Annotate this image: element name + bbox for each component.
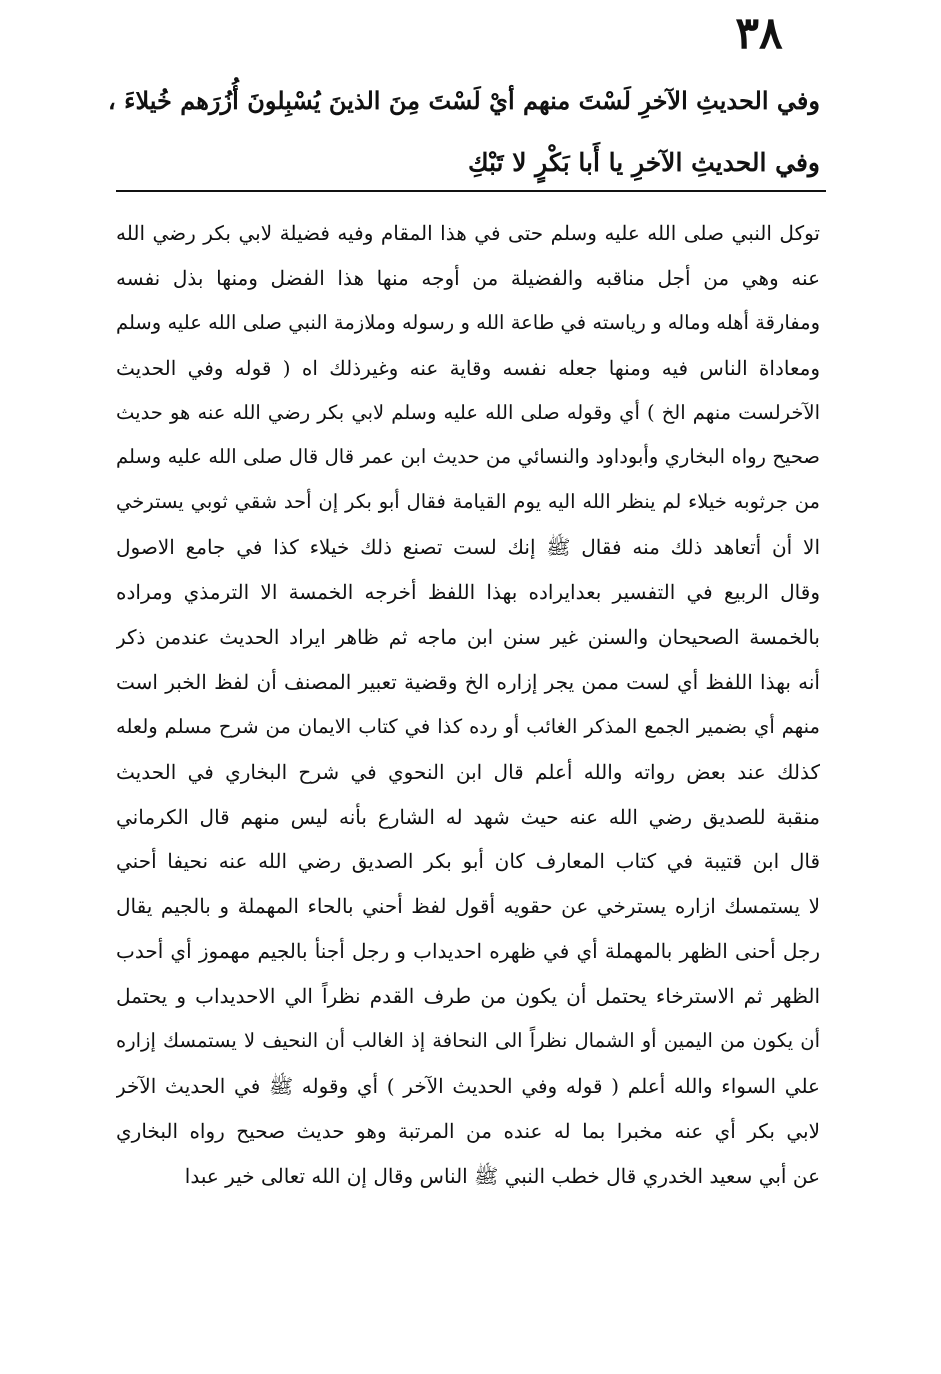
commentary-line: توكل النبي صلى الله عليه وسلم حتى في هذا المقام وفيه فضيلة لابي بكر رضي الله xyxy=(116,221,820,245)
commentary-line: الا أن أتعاهد ذلك منه فقال ﷺ إنك لست تصنع ذلك خيلاء كذا في جامع الاصول xyxy=(116,535,820,560)
commentary-block xyxy=(116,211,820,1199)
commentary-line: أنه بهذا اللفظ أي لست ممن يجر إزاره الخ وقضية تعبير المصنف أن لفظ الخبر است xyxy=(116,669,820,694)
commentary-line: كذلك عند بعض رواته والله أعلم قال ابن النحوي في شرح البخاري في الحديث xyxy=(116,759,820,784)
commentary-line: الآخرلست منهم الخ ) أي وقوله صلى الله عليه وسلم لابي بكر رضي الله عنه هو حديث xyxy=(116,400,820,424)
commentary-line: منهم أي بضمير الجمع المذكر الغائب أو رده كذا في كتاب الايمان من شرح مسلم ولعله xyxy=(116,714,820,738)
commentary-line: ومفارقة أهله وماله و رياسته في طاعة الله و رسوله وملازمة النبي صلى الله عليه وسلم xyxy=(116,310,820,334)
commentary-line: بالخمسة الصحيحان والسنن غير سنن ابن ماجه ثم ظاهر ايراد الحديث عندمن ذكر xyxy=(116,625,820,650)
commentary-line: منقبة للصديق رضي الله عنه حيث شهد له الشارع بأنه ليس منهم قال الكرماني xyxy=(116,804,820,829)
commentary-line: وقال الربيع في التفسير بعدايراده بهذا اللفظ أخرجه الخمسة الا الترمذي ومراده xyxy=(116,580,820,605)
commentary-line: رجل أحنى الظهر بالمهملة أي في ظهره احديداب و رجل أجنأ بالجيم مهموز أي أحدب xyxy=(116,939,820,964)
commentary-line: صحيح رواه البخاري وأبوداود والنسائي من حديث ابن عمر قال قال صلى الله عليه وسلم xyxy=(116,445,820,469)
commentary-line: عن أبي سعيد الخدري قال خطب النبي ﷺ الناس وقال إن الله تعالى خير عبدا xyxy=(184,1163,820,1188)
commentary-line: لابي بكر أي عنه مخبرا بما له عنده من المرتبة وهو حديث صحيح رواه البخاري xyxy=(116,1118,820,1143)
commentary-line: الظهر ثم الاسترخاء يحتمل أن يكون من طرف القدم نظراً الي الاحديداب و يحتمل xyxy=(116,984,820,1009)
main-text-line-2: وفي الحديثِ الآخرِ يا أَبا بَكْرٍ لا تَبْكِ xyxy=(467,148,820,177)
commentary-line: من جرثوبه خيلاء لم ينظر الله اليه يوم القيامة فقال أبو بكر إن أحد شقي ثوبي يسترخي xyxy=(116,490,820,514)
commentary-line: عنه وهي من أجل مناقبه والفضيلة من أوجه منها هذا الفضل ومنها بذل نفسه xyxy=(116,265,820,290)
text-divider xyxy=(116,190,826,192)
commentary-line: ومعاداة الناس فيه ومنها جعله نفسه وقاية عنه وغيرذلك اه ( قوله وفي الحديث xyxy=(116,355,820,380)
main-text-line-1: وفي الحديثِ الآخرِ لَسْتَ منهم أيْ لَسْتَ مِنَ الذينَ يُسْبِلونَ أُزُرَهم خُيلاءَ ، xyxy=(108,86,820,115)
commentary-line: قال ابن قتيبة في كتاب المعارف كان أبو بكر الصديق رضي الله عنه نحيفا أحني xyxy=(116,849,820,874)
commentary-line: أن يكون من اليمين أو الشمال نظراً الى النحافة إذ الغالب أن النحيف لا يستمسك إزاره xyxy=(116,1029,820,1053)
commentary-line: لا يستمسك ازاره يسترخي عن حقويه أقول لفظ أحني بالحاء المهملة و بالجيم يقال xyxy=(116,894,820,919)
page-number: ٣٨ xyxy=(735,8,783,59)
commentary-line: علي السواء والله أعلم ( قوله وفي الحديث الآخر ) أي وقوله ﷺ في الحديث الآخر xyxy=(116,1073,820,1098)
